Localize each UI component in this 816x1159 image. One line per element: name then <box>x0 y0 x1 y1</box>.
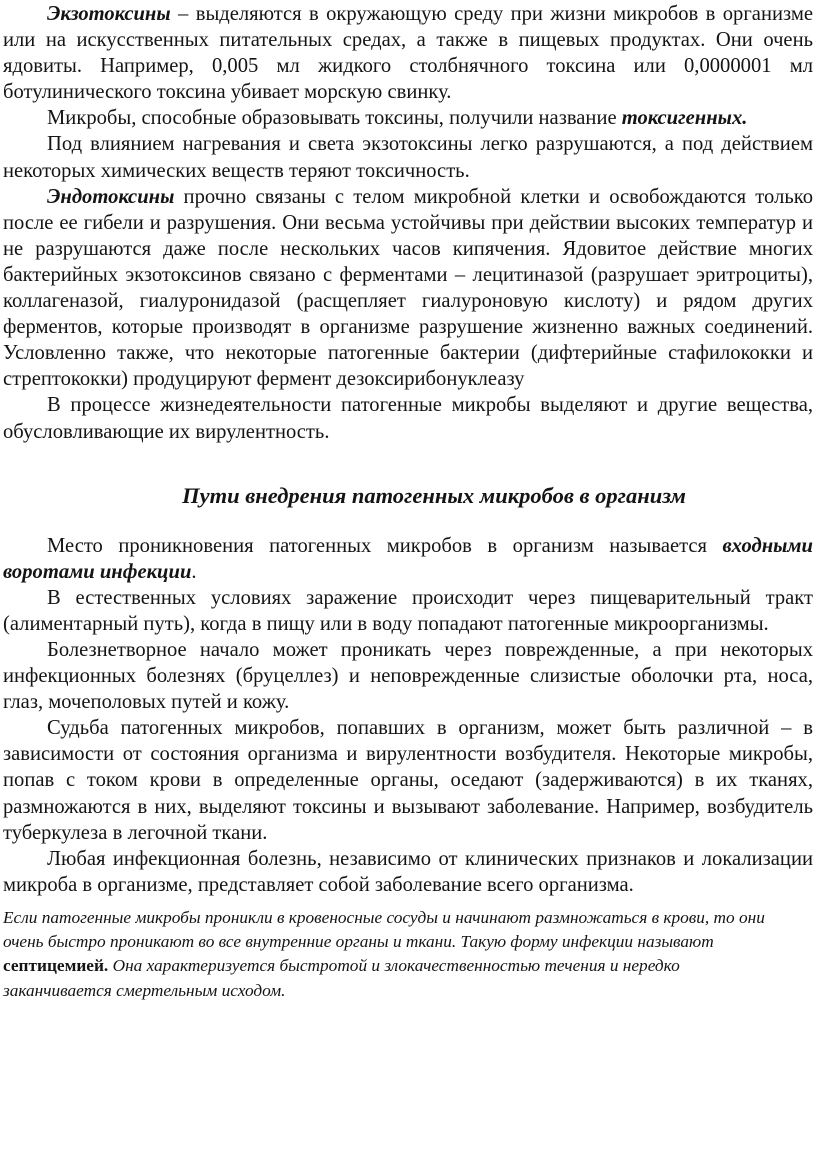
paragraph-text: Микробы, способные образовывать токсины, получили название <box>47 107 622 130</box>
note-text: Она характеризуется быстротой и злокачественностью течения и нередко заканчивается смертельным исходом. <box>3 956 680 1000</box>
term-septicemia: септицемией. <box>3 956 109 976</box>
paragraph-entry-gate <box>3 533 813 585</box>
paragraph-mucosa <box>3 637 813 715</box>
paragraph-text: Судьба патогенных микробов, попавших в организм, может быть различной – в зависимости от состояния организма и вирулентности возбудителя. Некоторые микробы, попав с током крови в определенные органы, оседают (задерживаются) в их тканях, размножаются в них, выделяют токсины и вызывают заболевание. Например, возбудитель туберкулеза в легочной ткани. <box>3 717 813 844</box>
paragraph-text: прочно связаны с телом микробной клетки и освобождаются только после ее гибели и разрушения. Они весьма устойчивы при действии высоких температур и не разрушаются даже после нескольких часов кипячения. Ядовитое действие многих бактерийных экзотоксинов связано с ферментами – лецитиназой (разрушает эритроциты), коллагеназой, гиалуронидазой (расщепляет гиалуроновую кислоту) и рядом других ферментов, которые производят в организме разрушение жизненно важных соединений. Условленно также, что некоторые патогенные бактерии (дифтерийные стафилококки и стрептококки) продуцируют фермент дезоксирибонуклеазу <box>3 185 813 391</box>
main-text <box>3 1 813 898</box>
paragraph-text: Любая инфекционная болезнь, независимо от клинических признаков и локализации микроба в организме, представляет собой заболевание всего организма. <box>3 847 813 896</box>
paragraph-fate-of-microbes <box>3 715 813 845</box>
paragraph-toxigenic <box>3 105 813 131</box>
note-septicemia <box>3 906 813 1003</box>
paragraph-whole-organism <box>3 846 813 898</box>
term-entry-gate: входными воротами инфекции <box>3 534 813 583</box>
term-endotoxins: Эндотоксины <box>47 185 175 208</box>
paragraph-tail: . <box>191 560 197 583</box>
paragraph-text: В процессе жизнедеятельности патогенные микробы выделяют и другие вещества, обусловливающие их вирулентность. <box>3 394 813 443</box>
section-heading: Пути внедрения патогенных микробов в организм <box>182 482 686 508</box>
paragraph-virulence <box>3 392 813 444</box>
spacer <box>3 445 813 482</box>
term-toxigenic: токсигенных. <box>621 107 748 130</box>
paragraph-heat-light <box>3 131 813 183</box>
paragraph-text: Болезнетворное начало может проникать через поврежденные, а при некоторых инфекционных болезнях (бруцеллез) и неповрежденные слизистые оболочки рта, носа, глаз, мочеполовых путей и кожу. <box>3 638 813 714</box>
paragraph-text: – выделяются в окружающую среду при жизни микробов в организме или на искусственных питательных средах, а также в пищевых продуктах. Они очень ядовиты. Например, 0,005 мл жидкого столбнячного токсина или 0,0000001 мл ботулинического токсина убивает морскую свинку. <box>3 3 813 104</box>
paragraph-endotoxins <box>3 184 813 393</box>
paragraph-text: Место проникновения патогенных микробов в организм называется <box>47 534 723 557</box>
note-text: Если патогенные микробы проникли в кровеносные сосуды и начинают размножаться в крови, то они очень быстро проникают во все внутренние органы и ткани. Такую форму инфекции называют <box>3 907 765 952</box>
paragraph-text: В естественных условиях заражение происходит через пищеварительный тракт (алиментарный путь), когда в пищу или в воду попадают патогенные микроорганизмы. <box>3 586 813 635</box>
paragraph-exotoxins <box>3 1 813 105</box>
spacer <box>3 510 813 533</box>
paragraph-digestive-tract <box>3 585 813 637</box>
paragraph-text: Под влиянием нагревания и света экзотоксины легко разрушаются, а под действием некоторых химических веществ теряют токсичность. <box>3 133 813 182</box>
term-exotoxins: Экзотоксины <box>47 3 171 25</box>
